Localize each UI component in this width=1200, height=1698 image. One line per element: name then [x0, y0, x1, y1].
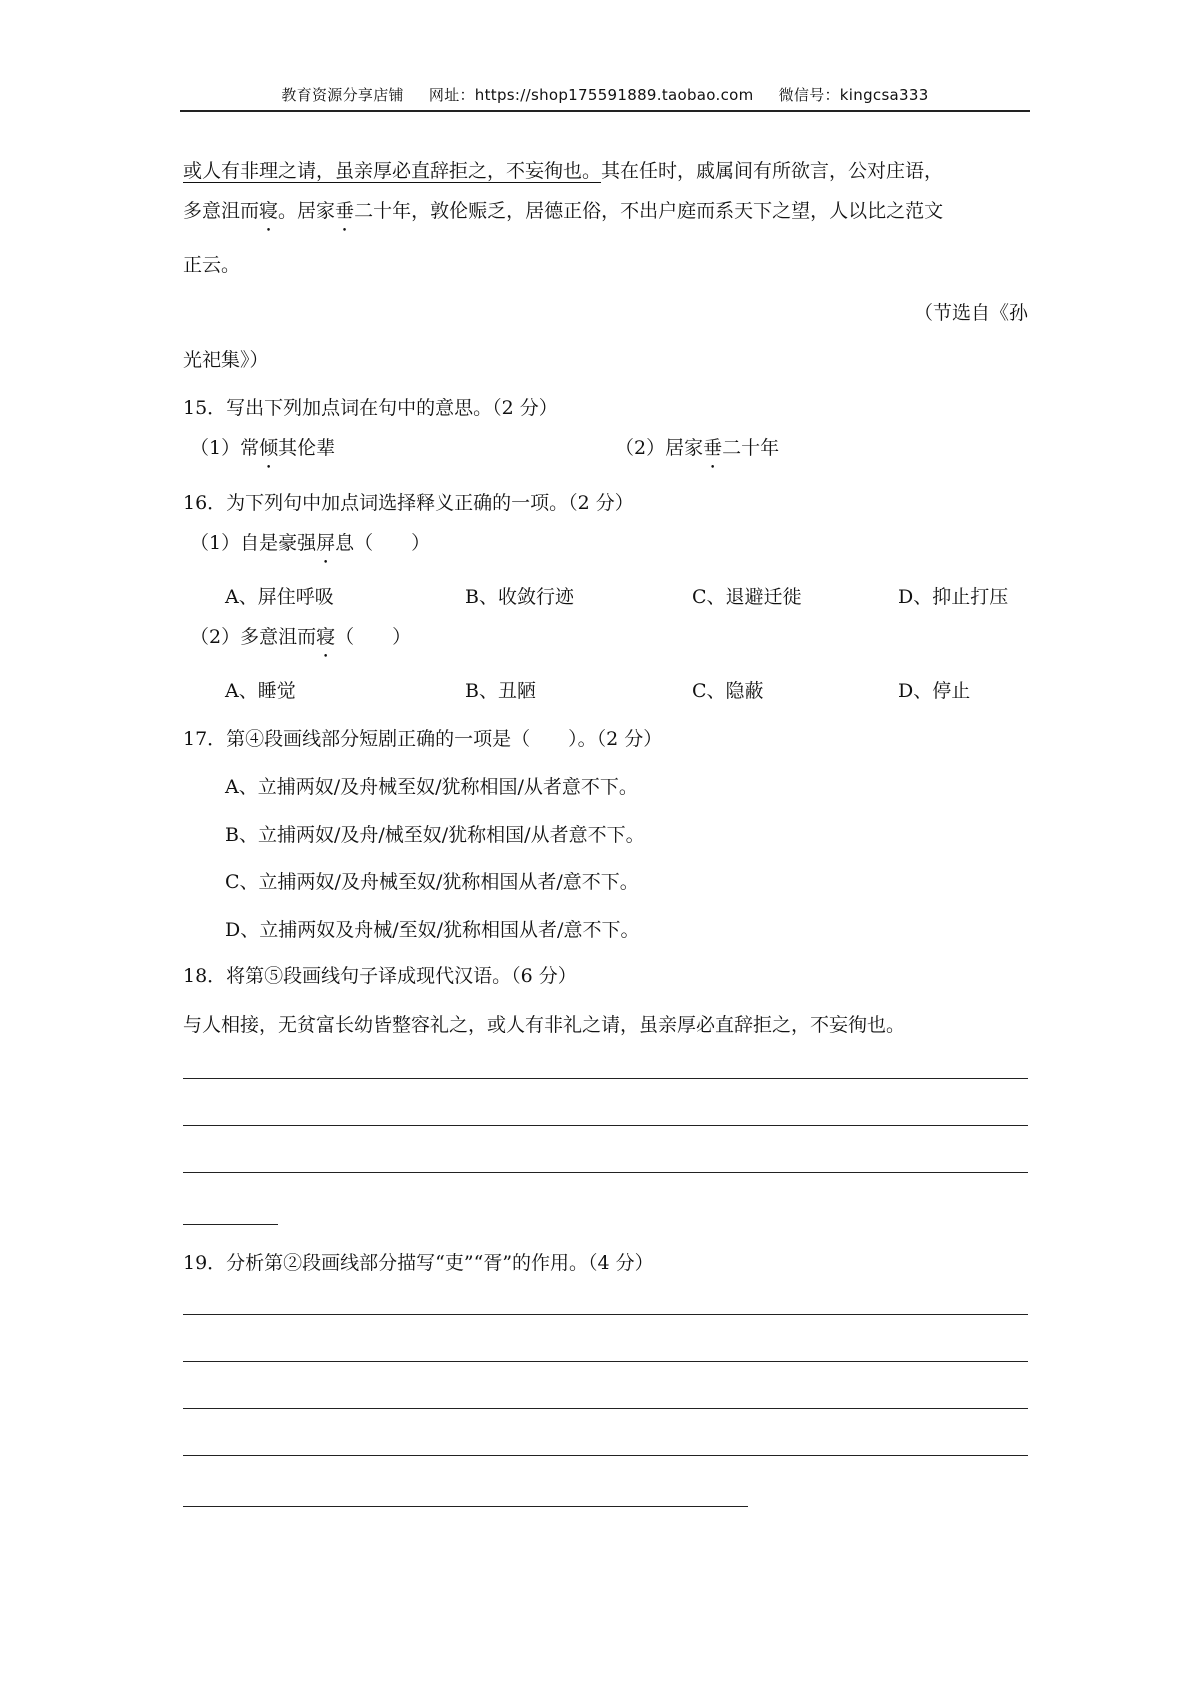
answer-line[interactable]: [183, 1408, 1028, 1409]
underlined-sentence: 或人有非理之请，虽亲厚必直辞拒之，不妄徇也。: [183, 160, 602, 182]
q16-sub2-option-a: A、睡觉: [225, 680, 296, 702]
header-shop: 教育资源分享店铺: [281, 86, 404, 104]
q15-item-2: （2）居家垂二十年: [615, 437, 780, 459]
q18-stem: 18．将第⑤段画线句子译成现代汉语。（6 分）: [183, 965, 577, 987]
answer-line[interactable]: [183, 1172, 1028, 1173]
q16-stem: 16．为下列句中加点词选择释义正确的一项。（2 分）: [183, 492, 634, 514]
answer-line[interactable]: [183, 1361, 1028, 1362]
dotted-word: 寝: [316, 626, 336, 648]
header-site: 网址：https://shop175591889.taobao.com: [428, 86, 754, 104]
q17-option-c: C、立捕两奴/及舟械至奴/犹称相国从者/意不下。: [225, 871, 639, 893]
q17-option-b: B、立捕两奴/及舟/械至奴/犹称相国/从者意不下。: [225, 824, 645, 846]
dotted-word: 垂: [335, 200, 355, 222]
answer-line[interactable]: [183, 1314, 1028, 1315]
answer-line[interactable]: [183, 1125, 1028, 1126]
q15-stem: 15．写出下列加点词在句中的意思。（2 分）: [183, 397, 558, 419]
source-note: （节选自《孙: [913, 302, 1028, 324]
passage-line-3: 正云。: [183, 254, 241, 276]
q16-sub2-option-b: B、丑陋: [465, 680, 536, 702]
q18-sentence: 与人相接，无贫富长幼皆整容礼之，或人有非礼之请，虽亲厚必直辞拒之，不妄徇也。: [183, 1014, 906, 1036]
dotted-word: 屏: [316, 532, 336, 554]
q17-option-a: A、立捕两奴/及舟械至奴/犹称相国/从者意不下。: [225, 776, 638, 798]
source-note-cont: 光祀集》）: [183, 349, 269, 371]
dotted-word: 倾: [259, 437, 279, 459]
q17-option-d: D、立捕两奴及舟械/至奴/犹称相国从者/意不下。: [225, 919, 640, 941]
q17-stem: 17．第④段画线部分短剧正确的一项是（ ）。（2 分）: [183, 728, 663, 750]
header-rule: [180, 110, 1030, 112]
q15-item-1: （1）常倾其伦辈: [190, 437, 336, 459]
dotted-word: 垂: [703, 437, 723, 459]
q16-sub2-option-c: C、隐蔽: [692, 680, 764, 702]
header-wechat: 微信号：kingcsa333: [778, 86, 929, 104]
q16-sub2-option-d: D、停止: [898, 680, 971, 702]
q16-sub1-option-d: D、抑止打压: [898, 586, 1009, 608]
q19-stem: 19．分析第②段画线部分描写“吏”“胥”的作用。（4 分）: [183, 1252, 654, 1274]
passage-line-1: 或人有非理之请，虽亲厚必直辞拒之，不妄徇也。其在任时，戚属间有所欲言，公对庄语，: [183, 160, 944, 182]
q16-sub1-option-b: B、收敛行迹: [465, 586, 574, 608]
passage-line-2: 多意沮而寝。居家垂二十年，敦伦赈乏，居德正俗，不出户庭而系天下之望，人以比之范文: [183, 200, 944, 222]
q16-sub-1: （1）自是豪强屏息（ ）: [190, 532, 431, 554]
page-header: [180, 84, 1030, 105]
q16-sub-2: （2）多意沮而寝（ ）: [190, 626, 412, 648]
q16-sub1-option-a: A、屏住呼吸: [225, 586, 334, 608]
answer-line[interactable]: [183, 1506, 748, 1507]
answer-line[interactable]: [183, 1078, 1028, 1079]
dotted-word: 寝: [259, 200, 279, 222]
answer-line[interactable]: [183, 1224, 278, 1225]
q16-sub1-option-c: C、退避迁徙: [692, 586, 802, 608]
answer-line[interactable]: [183, 1455, 1028, 1456]
